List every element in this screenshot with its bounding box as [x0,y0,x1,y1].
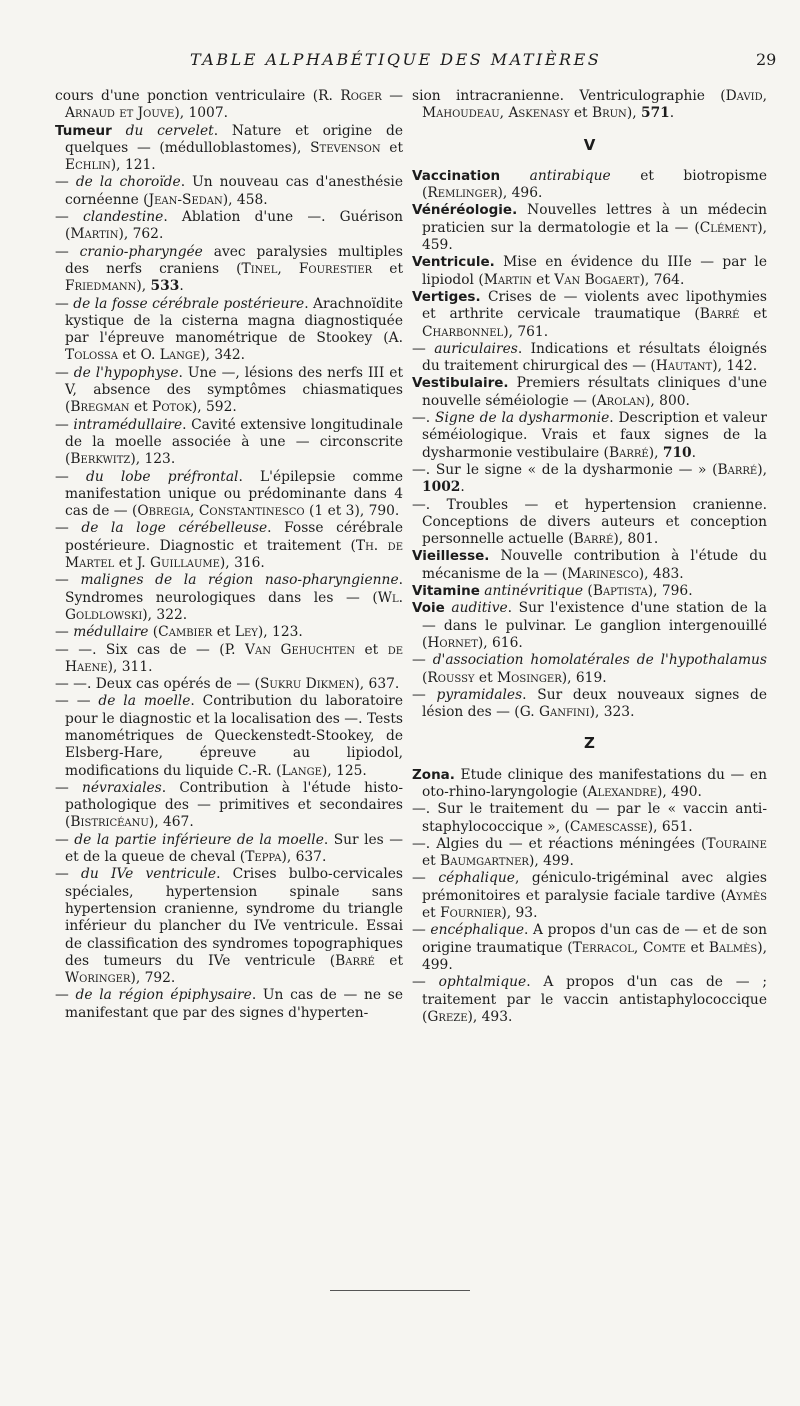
index-entry [412,341,767,376]
entry-text: — [55,364,74,381]
entry-author: Baptista [592,583,648,600]
entry-heading: Vitamine [412,583,480,600]
entry-text: et [531,271,555,288]
entry-author: Aymès [726,887,767,904]
entry-page-ref: 1002 [422,479,461,496]
entry-text: avec paralysies multiples des nerfs craniens ( [65,243,403,277]
entry-text: — [55,209,83,226]
entry-author: David [725,88,763,104]
entry-text: et [739,306,767,323]
entry-subject: malignes de la région naso-pharyngienne [80,572,399,589]
entry-text: ), 499. [422,939,767,973]
entry-author: Constantinesco [198,503,305,520]
entry-subject: médullaire [73,624,149,641]
entry-author: Mahoudeau [422,105,500,122]
entry-text: . Crises bulbo-cervicales spéciales, hypertension spinale sans hypertension cranienne, syndrome du triangle inférieur du plancher du IVe ventricule. Essai de classification des syndromes topographiques des tumeurs du IVe ventricule ( [65,866,403,969]
entry-text: ), 123. [130,451,176,468]
entry-text: ), 316. [219,555,265,572]
entry-text: ( [148,624,159,641]
entry-page-ref: 710 [662,444,692,461]
entry-author: Tinel [241,260,278,277]
entry-text: et [422,905,441,922]
index-entry [412,289,767,341]
entry-text: ), 764. [639,271,685,288]
entry-text: ), 800. [645,392,690,409]
index-entry [412,88,767,123]
entry-author: Van Bogaert [554,271,640,288]
entry-author: J. Guillaume [136,555,220,572]
entry-subject: intramédullaire [73,416,183,433]
entry-text: —. Sur le signe « de la dysharmonie — » ( [412,461,718,478]
entry-text: — [412,652,433,669]
entry-text: — [381,88,403,104]
entry-subject: auditive [444,600,508,617]
entry-text: ), 142. [712,358,758,375]
entry-text: cours d'une ponction ventriculaire ( [55,88,319,104]
entry-author: Comte [642,939,686,956]
entry-text: . Indications et résultats éloignés du traitement chirurgical des — ( [422,340,767,375]
index-entry [55,244,403,296]
entry-text: ), 342. [200,347,246,364]
entry-subject: de la moelle [98,693,191,710]
section-letter: Z [584,734,595,753]
entry-author: Roussy [427,669,475,686]
entry-author: Bistricéanu [70,814,149,831]
entry-heading: Vaccination [412,167,501,184]
entry-subject: de la loge cérébelleuse [81,520,268,537]
entry-text: . [460,479,465,496]
entry-text: —. Sur le traitement du — par le « vaccin anti-staphylococcique », ( [412,801,767,835]
entry-text: —. [412,410,436,427]
entry-author: Wl. Goldlowski [65,589,403,623]
entry-text: . [669,105,675,122]
entry-text: , [762,88,767,104]
entry-subject: clandestine [82,209,164,226]
entry-text: et biotropisme ( [422,167,767,202]
index-entry [55,365,403,417]
entry-text: et [212,624,235,641]
section-letter: V [583,135,596,154]
entry-text: ), 762. [118,226,164,243]
entry-author: Balmès [708,939,758,956]
entry-text: ( [583,583,593,600]
index-entry [55,676,403,693]
entry-subject: de la région épiphysaire [75,987,252,1004]
entry-text: — [412,686,437,703]
entry-subject: encéphalique [430,922,525,939]
entry-text: — [412,340,435,357]
entry-author: Barré [335,952,375,969]
entry-text: . Syndromes neurologiques dans les — ( [65,572,403,606]
index-entry [412,375,767,410]
entry-author: Stevenson [310,139,381,156]
entry-text: . Description et valeur séméiologique. Vrais et faux signes de la dysharmonie vestibulaire ( [422,410,767,461]
entry-heading: Vestibulaire. [412,375,509,392]
entry-author: Martin [70,226,119,243]
entry-subject: pyramidales [436,686,523,703]
entry-heading: Zona. [412,766,455,783]
entry-text: ), 592. [191,399,237,416]
entry-author: O. Lange [140,347,201,364]
entry-text: ), 490. [657,783,702,800]
entry-text: . Nature et origine de quelques — (médulloblastomes), [65,122,404,156]
entry-text: ), 792. [130,970,176,987]
entry-text: . Sur deux nouveaux signes de lésion des — ( [422,686,768,721]
entry-author: Martin [483,271,532,288]
entry-text: Nouvelles lettres à un médecin praticien sur la dermatologie et la — ( [422,202,767,236]
entry-text: — [412,974,439,991]
entry-author: A. Tolossa [65,330,403,364]
entry-text: , [633,939,643,956]
entry-text: Premiers résultats cliniques d'une nouvelle séméiologie — ( [422,375,767,409]
index-entry [412,652,767,687]
entry-author: Ley [234,624,258,641]
entry-author: Remlinger [427,185,498,202]
entry-text: — [55,416,74,433]
entry-text: et [422,853,441,870]
entry-text: et [474,669,498,686]
entry-author: Bregman [70,399,130,416]
entry-heading: Tumeur [55,122,112,139]
index-entry [412,836,767,871]
entry-text: . [691,444,697,461]
entry-text: . A propos d'un cas de — ; traitement par le vaccin antistaphylococcique ( [422,974,768,1025]
entry-text: ), [136,278,151,295]
entry-subject: névraxiales [82,779,162,796]
entry-author: Berkwitz [70,451,131,468]
entry-text: — [55,624,74,641]
entry-text: , géniculo-trigéminal avec algies prémonitoires et paralysie faciale tardive ( [422,870,767,904]
entry-author: R. Roger [318,88,382,104]
entry-author: Fournier [440,905,502,922]
entry-author: Brun [591,105,627,122]
entry-text: et [355,641,388,658]
entry-author: Barré [608,444,649,461]
entry-text: ), [648,444,663,461]
entry-text: ), 322. [142,606,188,623]
index-entry [412,687,767,722]
entry-text: . Ablation d'une —. Guérison ( [65,209,404,243]
entry-author: Th. de Martel [65,537,403,572]
entry-author: Clément [699,219,758,236]
entry-text: ), 459. [422,219,767,254]
index-entry [412,870,767,922]
entry-text: . Fosse cérébrale postérieure. Diagnostic et traitement ( [65,520,403,554]
entry-author: Woringer [65,970,131,987]
entry-text: sion intracranienne. Ventriculographie ( [412,88,726,104]
entry-text: . Sur l'existence d'une station de la — dans le pulvinar. Le ganglion intergenouillé ( [422,600,767,651]
entry-text: . Arachnoïdite kystique de la cisterna magna diagnostiquée par l'épreuve manométrique de Stookey ( [65,295,404,347]
entry-text: . Une —, lésions des nerfs III et V, absence des symptômes chiasmatiques ( [65,364,403,416]
entry-author: Hornet [427,634,478,651]
entry-text: — —. Deux cas opérés de — ( [55,676,260,693]
entry-text: ), 619. [561,669,607,686]
entry-subject: antirabique [500,167,611,184]
entry-heading: Vénéréologie. [412,202,518,219]
entry-text: ), 93. [501,905,538,922]
entry-text: ), 496. [497,185,543,202]
right-column [412,88,767,1026]
entry-text: et [129,399,153,416]
entry-text: — [55,243,80,260]
entry-author: Greze [427,1008,468,1025]
entry-text: . L'épilepsie comme manifestation unique ou prédominante dans 4 cas de — ( [65,468,403,520]
entry-text: Etude clinique des manifestations du — en oto-rhino-laryngologie ( [422,766,767,800]
index-entry [412,583,767,600]
entry-text: — [55,779,82,796]
entry-text: — [55,866,82,883]
entry-subject: du IVe ventricule [81,866,217,883]
entry-text: . Contribution du laboratoire pour le diagnostic et la localisation des —. Tests manométriques de Queckenstedt-Stookey, de Elsberg-Hare, épreuve au lipiodol, modifications du liquide C.-R. ( [65,693,403,779]
entry-text: . Contribution à l'étude histo-pathologique des — primitives et secondaires ( [65,779,403,831]
index-entry [412,922,767,974]
entry-text: ), 121. [110,157,156,174]
entry-author: Friedmann [65,278,137,295]
entry-author: Charbonnel [422,323,504,340]
entry-text: — [55,831,75,848]
entry-author: Touraine [706,835,767,852]
entry-text: , [499,105,509,122]
entry-text: — [55,572,81,589]
index-entry [412,410,767,462]
index-entry [412,767,767,802]
entry-author: Potok [152,399,192,416]
entry-author: Lange [281,762,322,779]
entry-text: ), 499. [528,853,574,870]
index-entry [55,780,403,832]
entry-heading: Voie [412,600,445,617]
index-entry [55,832,403,867]
entry-author: Askenasy [508,105,570,122]
entry-text: et [114,555,137,572]
entry-author: Cambier [158,624,213,641]
entry-author: P. Van Gehuchten [224,641,356,658]
entry-page-ref: 571 [640,105,670,122]
entry-text: et [374,952,403,969]
entry-subject: cranio-pharyngée [79,243,203,260]
index-entry [55,693,403,779]
entry-author: Arnaud et Jouve [65,105,175,122]
index-entry [55,417,403,469]
entry-author: Obregia [137,503,191,520]
entry-text: . Sur les — et de la queue de cheval ( [65,831,403,866]
entry-text: — [412,870,439,887]
entry-author: Hautant [655,358,713,375]
entry-text: —. Troubles — et hypertension cranienne. Conceptions de divers auteurs et conception personnelle actuelle ( [412,496,767,548]
entry-text: — [55,174,76,191]
index-entry [412,202,767,254]
entry-author: Barré [717,461,758,478]
entry-text: —. Algies du — et réactions méningées ( [412,835,707,852]
entry-author: Baumgartner [440,853,529,870]
index-entry [412,801,767,836]
entry-text: ), 801. [613,531,659,548]
entry-text: — [55,468,86,485]
entry-author: de Haene [65,641,404,675]
entry-text: . Un cas de — ne se manifestant que par des signes d'hyperten- [65,987,404,1021]
entry-text: ), [626,105,641,122]
index-entry [412,254,767,289]
entry-text: Nouvelle contribution à l'étude du mécanisme de la — ( [422,548,767,582]
entry-text: ), 125. [321,762,367,779]
entry-text: Mise en évidence du IIIe — par le lipiodol ( [422,254,767,288]
entry-text: ), 637. [354,676,400,693]
left-column [55,88,403,1022]
entry-subject: de l'hypophyse [73,364,179,381]
entry-subject: auriculaires [434,340,518,357]
entry-text: — — [55,693,99,710]
entry-subject: de la choroïde [75,174,181,191]
index-entry [55,520,403,572]
entry-subject: de la fosse cérébrale postérieure [73,295,305,312]
entry-text: ), 123. [257,624,303,641]
entry-text: ), 467. [148,814,194,831]
entry-text: et [372,260,403,277]
entry-subject: ophtalmique [438,974,527,991]
entry-text: ), 311. [107,658,153,675]
entry-text: . Cavité extensive longitudinale de la moelle associée à une — circonscrite ( [65,416,403,468]
entry-text: ( [422,669,428,686]
entry-subject: d'association homolatérales de l'hypothalamus [432,652,767,669]
entry-author: Mosinger [497,669,562,686]
entry-text: — [55,987,76,1004]
entry-author: Sukru Dikmen [259,676,355,693]
entry-author: Alexandre [587,783,658,800]
index-entry [412,974,767,1026]
bottom-rule [330,1290,470,1291]
entry-text: ), 637. [281,849,327,866]
index-entry [55,987,403,1022]
entry-page-ref: 533 [150,278,180,295]
index-entry [412,600,767,652]
entry-text: ), 651. [647,818,693,835]
page-number: 29 [756,50,777,69]
entry-subject: du lobe préfrontal [85,468,239,485]
entry-text: ), 493. [467,1008,513,1025]
entry-author: Arolan [596,392,646,409]
index-entry [412,548,767,583]
index-entry [412,462,767,497]
entry-text: — —. Six cas de — ( [55,641,225,658]
index-entry [412,497,767,549]
index-entry [55,88,403,123]
entry-text: ), [757,461,767,478]
index-entry [55,123,403,175]
entry-text: ), 458. [222,191,268,208]
entry-author: Barré [573,531,614,548]
entry-author: Barré [699,306,740,323]
entry-heading: Vertiges. [412,288,481,305]
entry-text: et [118,347,141,364]
entry-text: ), 323. [589,704,635,721]
index-entry [55,209,403,244]
index-entry [55,866,403,987]
entry-text: et [569,105,592,122]
entry-author: Camescasse [569,818,648,835]
entry-text: . A propos d'un cas de — et de son origine traumatique ( [422,922,767,956]
entry-subject: Signe de la dysharmonie [435,410,610,427]
entry-text: et [380,139,403,156]
index-entry [55,469,403,521]
entry-text: ), 761. [503,323,549,340]
entry-text: ), 483. [638,565,684,582]
entry-subject: de la partie inférieure de la moelle [74,831,324,848]
entry-text: Crises de — violents avec lipothymies et arthrite cervicale traumatique ( [422,288,767,323]
entry-author: Echlin [65,157,111,174]
index-entry [55,174,403,209]
entry-author: Jean-Sedan [148,191,223,208]
entry-text: . [179,278,184,295]
entry-text: ), 1007. [174,105,228,122]
entry-heading: Ventricule. [412,254,495,271]
entry-text: , [277,260,299,277]
index-entry [55,296,403,365]
entry-author: Terracol [572,939,634,956]
entry-heading: Vieillesse. [412,548,490,565]
entry-text: , [190,503,199,520]
entry-text: (1 et 3), 790. [304,503,400,520]
entry-subject: antinévritique [479,583,584,600]
entry-author: Marinesco [567,565,639,582]
index-entry [412,168,767,203]
running-title: TABLE ALPHABÉTIQUE DES MATIÈRES [190,50,602,69]
entry-author: Teppa [245,849,282,866]
entry-text: ), 616. [477,634,523,651]
entry-text: — [55,295,74,312]
entry-author: Fourestier [298,260,373,277]
entry-text: — [412,922,431,939]
entry-text: — [55,520,82,537]
index-entry [55,624,403,641]
index-entry [55,642,403,677]
entry-author: G. Ganfini [519,704,590,721]
entry-subject: du cervelet [111,122,214,139]
entry-text: . Un nouveau cas d'anesthésie cornéenne ( [65,174,404,208]
entry-text: et [685,939,709,956]
entry-subject: céphalique [438,870,515,887]
entry-text: ), 796. [647,583,693,600]
page-header [0,50,800,72]
index-entry [55,572,403,624]
